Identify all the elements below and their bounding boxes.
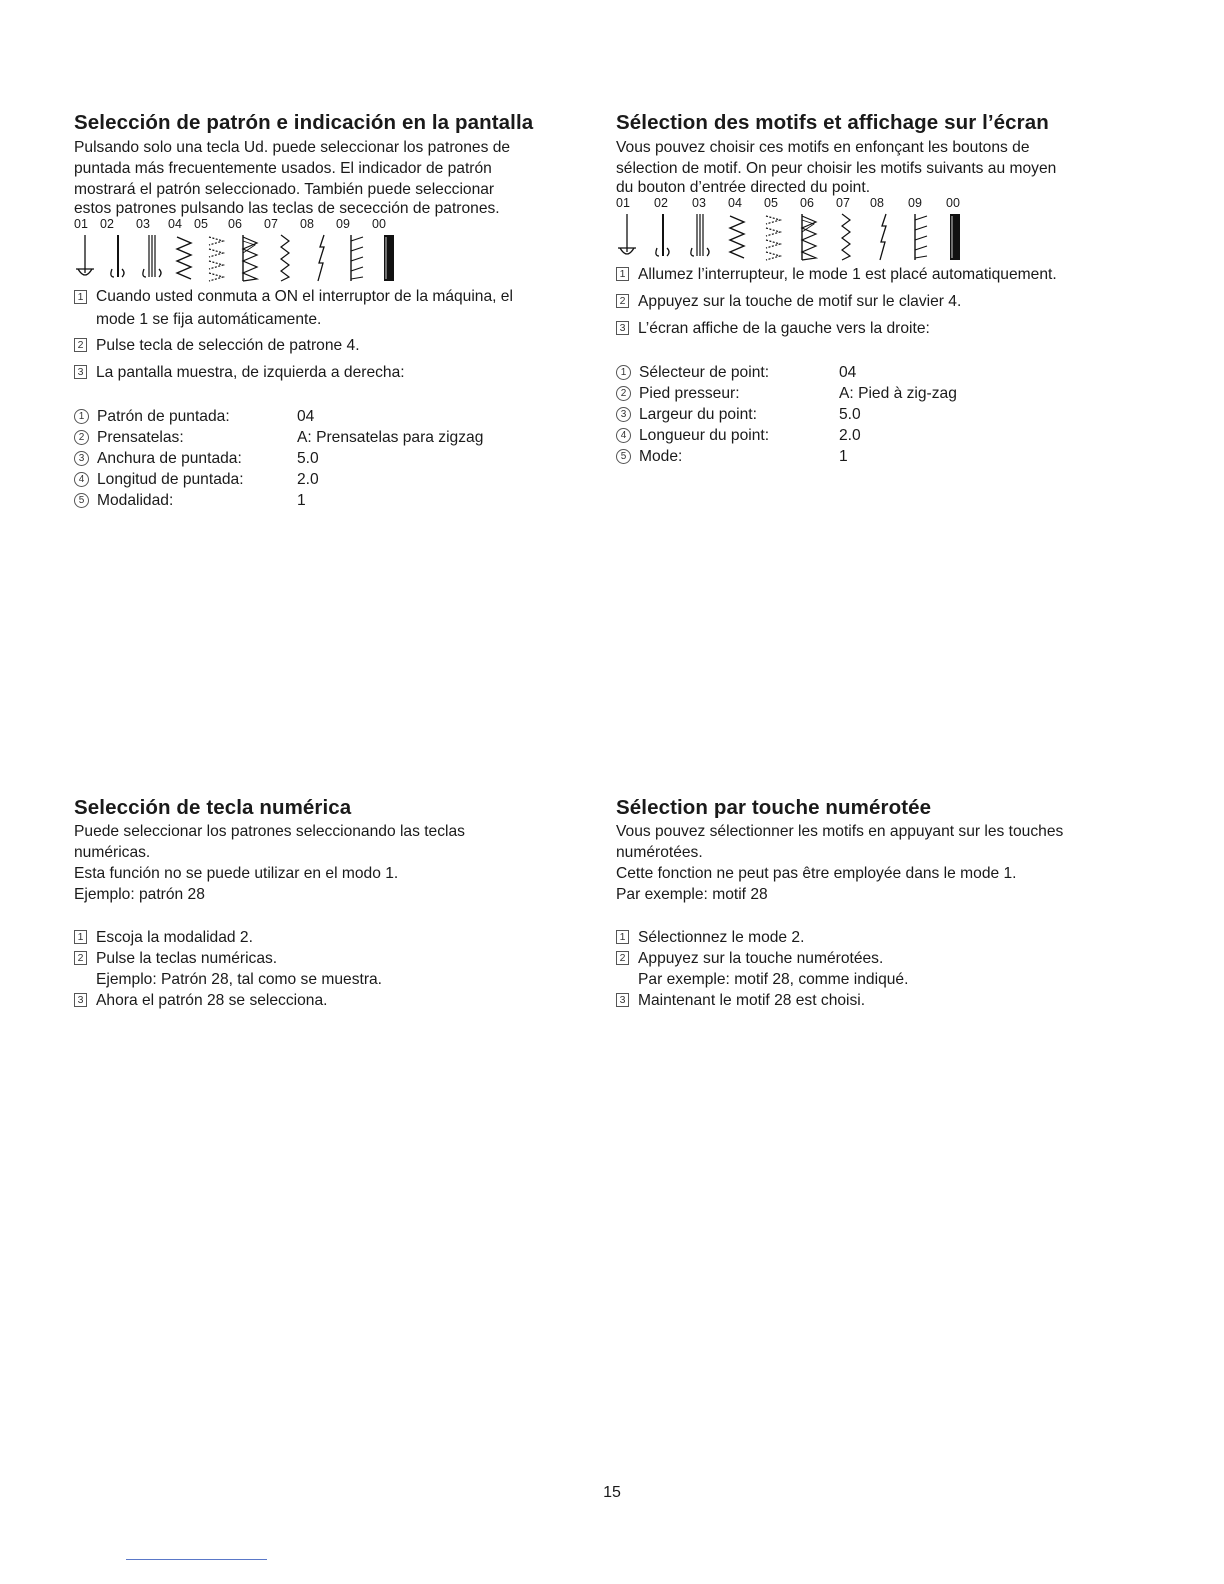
fr-display-intro-line: du bouton d’entrée directed du point.: [616, 179, 871, 196]
step-item: [616, 948, 1156, 990]
es-display-title: Selección de patrón e indicación en la pantalla: [74, 111, 534, 134]
detail-row: [616, 362, 1156, 383]
pattern-number: 07: [264, 217, 278, 231]
detail-label: Largeur du point:: [639, 406, 757, 423]
detail-number: 4: [74, 472, 89, 487]
straight-stitch-center-icon: [644, 212, 680, 262]
detail-row: [616, 383, 1156, 404]
triple-straight-stitch-icon: [134, 233, 168, 283]
detail-value: 5.0: [839, 406, 861, 423]
detail-value: 1: [839, 448, 848, 465]
pattern-number: 08: [870, 196, 884, 210]
satin-bar-icon: [374, 233, 404, 283]
es-numeric-intro-line: Ejemplo: patrón 28: [74, 886, 205, 903]
blind-stitch-icon: [828, 212, 866, 262]
fr-numeric-intro-line: numérotées.: [616, 844, 703, 861]
es-display-intro: [74, 137, 594, 217]
triple-zigzag-icon: [232, 233, 268, 283]
fr-display-title: Sélection des motifs et affichage sur l’écran: [616, 111, 1049, 134]
fr-display-intro: [616, 137, 1156, 196]
step-text: mode 1 se fija automáticamente.: [96, 311, 322, 328]
detail-row: [74, 406, 594, 427]
detail-row: [616, 425, 1156, 446]
pattern-number: 05: [764, 196, 778, 210]
detail-label: Mode:: [639, 448, 683, 465]
es-display-details: [74, 406, 594, 511]
triple-zigzag-icon: [790, 212, 828, 262]
pattern-number: 08: [300, 217, 314, 231]
step-text: Pulse la teclas numéricas.: [96, 950, 278, 967]
fr-numeric-steps: [616, 927, 1156, 1011]
step-item: [616, 318, 1156, 339]
step-text: La pantalla muestra, de izquierda a derecha:: [96, 364, 405, 381]
es-numeric-intro-line: Puede seleccionar los patrones seleccionando las teclas: [74, 823, 465, 840]
es-numeric-section: [74, 796, 594, 1011]
straight-stitch-left-icon: [610, 212, 644, 262]
satin-bar-icon: [940, 212, 970, 262]
step-text: L’écran affiche de la gauche vers la droite:: [638, 320, 930, 337]
detail-value: A: Prensatelas para zigzag: [297, 429, 484, 446]
detail-number: 5: [74, 493, 89, 508]
es-display-section: [74, 111, 594, 511]
fr-display-details: [616, 362, 1156, 467]
blind-stitch-icon: [268, 233, 304, 283]
fr-numeric-intro: [616, 821, 1156, 905]
pattern-number: 06: [800, 196, 814, 210]
step-number: 2: [74, 951, 87, 965]
fr-display-intro-line: sélection de motif. On peur choisir les motifs suivants au moyen: [616, 160, 1057, 177]
step-text: Cuando usted conmuta a ON el interruptor de la máquina, el: [96, 288, 513, 305]
page-number: 15: [603, 1484, 621, 1501]
step-text: Pulse tecla de selección de patrone 4.: [96, 337, 360, 354]
step-text: Sélectionnez le mode 2.: [638, 929, 805, 946]
pattern-number: 07: [836, 196, 850, 210]
stretch-stitch-icon: [866, 212, 900, 262]
fr-numeric-intro-line: Cette fonction ne peut pas être employée dans le mode 1.: [616, 865, 1017, 882]
triple-straight-stitch-icon: [680, 212, 718, 262]
step-text: Maintenant le motif 28 est choisi.: [638, 992, 866, 1009]
es-numeric-intro-line: Esta función no se puede utilizar en el modo 1.: [74, 865, 399, 882]
detail-value: 2.0: [297, 471, 319, 488]
detail-number: 1: [74, 409, 89, 424]
step-item: [616, 927, 1156, 948]
fr-display-section: [616, 111, 1156, 467]
step-item: [74, 335, 594, 356]
detail-row: [74, 469, 594, 490]
pattern-number: 04: [728, 196, 742, 210]
detail-number: 4: [616, 428, 631, 443]
step-item: [616, 291, 1156, 312]
detail-value: 2.0: [839, 427, 861, 444]
pattern-number: 02: [100, 217, 114, 231]
straight-stitch-left-icon: [70, 233, 100, 283]
step-number: 1: [74, 290, 87, 304]
zigzag-stitch-icon: [168, 233, 200, 283]
step-number: 2: [616, 951, 629, 965]
detail-value: 04: [839, 364, 857, 381]
es-pattern-numbers: [74, 217, 594, 231]
detail-number: 3: [616, 407, 631, 422]
detail-number: 2: [616, 386, 631, 401]
step-number: 3: [74, 993, 87, 1007]
step-item: [616, 264, 1156, 285]
fr-pattern-icons: [610, 210, 1156, 262]
detail-number: 3: [74, 451, 89, 466]
detail-value: 1: [297, 492, 306, 509]
detail-row: [616, 404, 1156, 425]
pattern-number: 09: [908, 196, 922, 210]
pattern-number: 03: [136, 217, 150, 231]
step-number: 3: [616, 321, 629, 335]
three-step-zigzag-icon: [200, 233, 232, 283]
es-display-intro-line: mostrará el patrón seleccionado. También puede seleccionar: [74, 181, 495, 198]
pattern-number: 05: [194, 217, 208, 231]
step-text: Par exemple: motif 28, comme indiqué.: [638, 971, 909, 988]
detail-value: 04: [297, 408, 315, 425]
es-numeric-intro-line: numéricas.: [74, 844, 151, 861]
detail-label: Prensatelas:: [97, 429, 184, 446]
step-item: [616, 990, 1156, 1011]
step-item: [74, 927, 594, 948]
overlock-stitch-icon: [338, 233, 374, 283]
step-item: [74, 990, 594, 1011]
pattern-number: 01: [616, 196, 630, 210]
pattern-number: 09: [336, 217, 350, 231]
es-display-intro-line: estos patrones pulsando las teclas de secección de patrones.: [74, 200, 500, 217]
step-item: [74, 362, 594, 383]
es-numeric-title: Selección de tecla numérica: [74, 796, 352, 819]
detail-label: Sélecteur de point:: [639, 364, 770, 381]
straight-stitch-center-icon: [100, 233, 134, 283]
detail-row: [616, 446, 1156, 467]
step-text: Ahora el patrón 28 se selecciona.: [96, 992, 328, 1009]
detail-label: Patrón de puntada:: [97, 408, 230, 425]
es-display-intro-line: puntada más frecuentemente usados. El indicador de patrón: [74, 160, 492, 177]
detail-value: 5.0: [297, 450, 319, 467]
step-text: Appuyez sur la touche de motif sur le clavier 4.: [638, 293, 962, 310]
step-text: Escoja la modalidad 2.: [96, 929, 253, 946]
step-number: 1: [74, 930, 87, 944]
pattern-number: 01: [74, 217, 88, 231]
fr-numeric-section: [616, 796, 1156, 1011]
step-item: [74, 287, 594, 330]
detail-label: Longitud de puntada:: [97, 471, 244, 488]
pattern-number: 00: [946, 196, 960, 210]
step-text: Allumez l’interrupteur, le mode 1 est placé automatiquement.: [638, 266, 1057, 283]
overlock-stitch-icon: [900, 212, 940, 262]
detail-label: Modalidad:: [97, 492, 174, 509]
detail-value: A: Pied à zig-zag: [839, 385, 957, 402]
step-number: 2: [74, 338, 87, 352]
fr-numeric-intro-line: Par exemple: motif 28: [616, 886, 768, 903]
pattern-number: 03: [692, 196, 706, 210]
step-number: 3: [616, 993, 629, 1007]
detail-label: Longueur du point:: [639, 427, 770, 444]
step-number: 2: [616, 294, 629, 308]
step-number: 1: [616, 267, 629, 281]
zigzag-stitch-icon: [718, 212, 756, 262]
detail-label: Pied presseur:: [639, 385, 740, 402]
fr-display-steps: [616, 264, 1156, 339]
detail-row: [74, 427, 594, 448]
es-numeric-steps: [74, 927, 594, 1011]
fr-numeric-title: Sélection par touche numérotée: [616, 796, 932, 819]
detail-number: 2: [74, 430, 89, 445]
detail-number: 1: [616, 365, 631, 380]
step-number: 3: [74, 365, 87, 379]
pattern-number: 00: [372, 217, 386, 231]
pattern-number: 02: [654, 196, 668, 210]
es-numeric-intro: [74, 821, 594, 905]
fr-numeric-intro-line: Vous pouvez sélectionner les motifs en appuyant sur les touches: [616, 823, 1064, 840]
stretch-stitch-icon: [304, 233, 338, 283]
es-display-intro-line: Pulsando solo una tecla Ud. puede seleccionar los patrones de: [74, 139, 511, 156]
step-item: [74, 948, 594, 990]
detail-row: [74, 448, 594, 469]
es-display-steps: [74, 287, 594, 383]
step-text: Ejemplo: Patrón 28, tal como se muestra.: [96, 971, 383, 988]
step-text: Appuyez sur la touche numérotées.: [638, 950, 884, 967]
fr-pattern-numbers: [616, 196, 1156, 210]
pattern-number: 04: [168, 217, 182, 231]
footer-divider: [126, 1559, 267, 1560]
detail-row: [74, 490, 594, 511]
step-number: 1: [616, 930, 629, 944]
pattern-number: 06: [228, 217, 242, 231]
detail-label: Anchura de puntada:: [97, 450, 242, 467]
detail-number: 5: [616, 449, 631, 464]
fr-display-intro-line: Vous pouvez choisir ces motifs en enfonçant les boutons de: [616, 139, 1030, 156]
es-pattern-icons: [70, 231, 594, 283]
three-step-zigzag-icon: [756, 212, 790, 262]
